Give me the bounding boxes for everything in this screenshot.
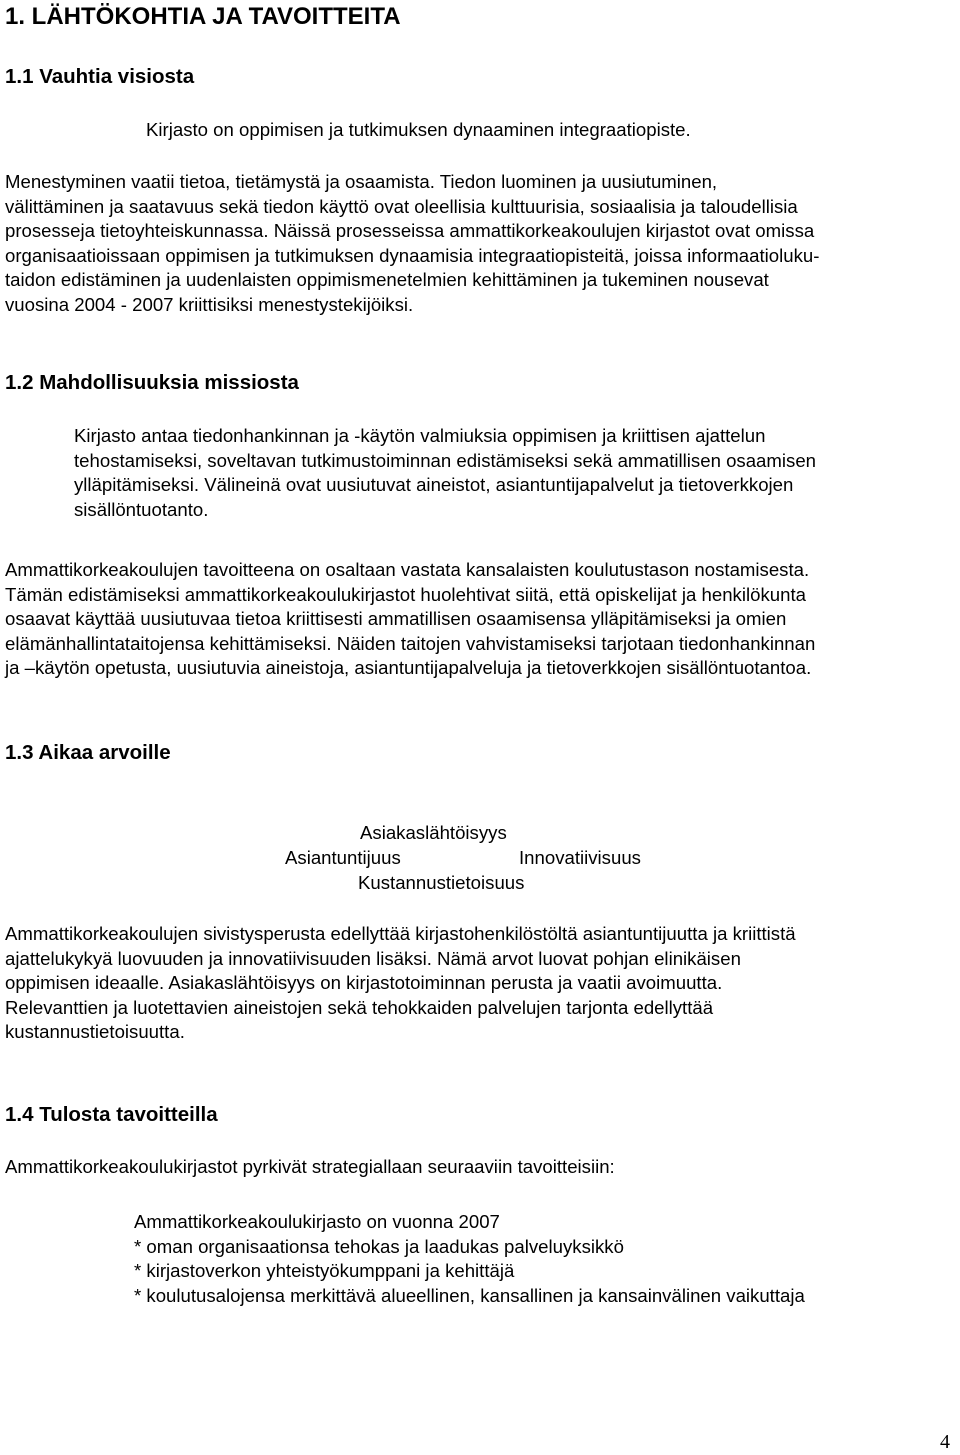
value-right: Innovatiivisuus [519, 847, 641, 868]
vision-statement: Kirjasto on oppimisen ja tutkimuksen dynaaminen integraatiopiste. [146, 119, 691, 140]
list-item: * koulutusalojensa merkittävä alueellinen, kansallinen ja kansainvälinen vaikuttaja [134, 1284, 805, 1306]
paragraph-line: Menestyminen vaatii tietoa, tietämystä ja osaamista. Tiedon luominen ja uusiutuminen, [5, 171, 718, 192]
paragraph-line: Ammattikorkeakoulujen tavoitteena on osaltaan vastata kansalaisten koulutustason nostamisesta. [5, 559, 810, 580]
section-heading-1-2: 1.2 Mahdollisuuksia missiosta [5, 371, 299, 394]
section-heading-1-1: 1.1 Vauhtia visiosta [5, 65, 195, 88]
vision-paragraph [5, 170, 819, 317]
paragraph-line: organisaatioissaan oppimisen ja tutkimuksen dynaamisia integraatiopisteitä, joissa informaatioluku- [5, 244, 820, 266]
paragraph-line: välittäminen ja saatavuus sekä tiedon käyttö ovat oleellisia kulttuurisia, sosiaalisia ja taloudellisia [5, 195, 798, 217]
paragraph-line: prosesseja tietoyhteiskunnassa. Näissä prosesseissa ammattikorkeakoulujen kirjastot ovat omissa [5, 220, 815, 241]
goals-list-title: Ammattikorkeakoulukirjasto on vuonna 2007 [134, 1211, 500, 1232]
value-top: Asiakaslähtöisyys [360, 822, 507, 843]
paragraph-line: kustannustietoisuutta. [5, 1021, 185, 1042]
section-heading-1-3: 1.3 Aikaa arvoille [5, 741, 171, 764]
paragraph-line: ja –käytön opetusta, uusiutuvia aineistoja, asiantuntijapalveluja ja tietoverkkojen sisällöntuotantoa. [5, 657, 812, 678]
list-item: * oman organisaationsa tehokas ja laadukas palveluyksikkö [134, 1235, 624, 1257]
page-number: 4 [940, 1431, 950, 1453]
paragraph-line: ylläpitämiseksi. Välineinä ovat uusiutuvat aineistot, asiantuntijapalvelut ja tietoverkkojen [74, 474, 794, 495]
paragraph-line: Tämän edistämiseksi ammattikorkeakoulukirjastot huolehtivat siitä, että opiskelijat ja henkilökunta [5, 583, 806, 605]
values-paragraph [5, 922, 796, 1045]
paragraph-line: oppimisen ideaalle. Asiakaslähtöisyys on kirjastotoiminnan perusta ja vaatii avoimuutta. [5, 972, 723, 993]
value-left: Asiantuntijuus [285, 847, 401, 868]
paragraph-line: osaavat käyttää uusiutuvaa tietoa kriittisesti ammatillisen osaamisensa ylläpitämiseksi ja omien [5, 608, 787, 629]
paragraph-line: elämänhallintataitojensa kehittämiseksi. Näiden taitojen vahvistamiseksi tarjotaan tiedonhankinnan [5, 632, 816, 654]
paragraph-line: Kirjasto antaa tiedonhankinnan ja -käytön valmiuksia oppimisen ja kriittisen ajattelun [74, 425, 766, 446]
goals-list [134, 1210, 805, 1308]
paragraph-line: taidon edistäminen ja uudenlaisten oppimismenetelmien kehittäminen ja tukeminen nousevat [5, 269, 769, 290]
paragraph-line: Relevanttien ja luotettavien aineistojen sekä tehokkaiden palvelujen tarjonta edellyttää [5, 996, 714, 1018]
paragraph-line: Ammattikorkeakoulujen sivistysperusta edellyttää kirjastohenkilöstöltä asiantuntijuutta ja kriittistä [5, 923, 796, 944]
section-heading-1-4: 1.4 Tulosta tavoitteilla [5, 1103, 218, 1126]
mission-statement [74, 424, 816, 522]
chapter-heading: 1. LÄHTÖKOHTIA JA TAVOITTEITA [5, 3, 401, 30]
list-item: * kirjastoverkon yhteistyökumppani ja kehittäjä [134, 1260, 515, 1281]
value-bottom: Kustannustietoisuus [358, 872, 525, 893]
goals-intro: Ammattikorkeakoulukirjastot pyrkivät strategiallaan seuraaviin tavoitteisiin: [5, 1156, 615, 1177]
paragraph-line: vuosina 2004 - 2007 kriittisiksi menestystekijöiksi. [5, 293, 414, 315]
paragraph-line: sisällöntuotanto. [74, 498, 209, 520]
mission-paragraph [5, 558, 815, 681]
paragraph-line: tehostamiseksi, soveltavan tutkimustoiminnan edistämiseksi sekä ammatillisen osaamisen [74, 449, 816, 471]
paragraph-line: ajattelukykyä luovuuden ja innovatiivisuuden lisäksi. Nämä arvot luovat pohjan elinikäisen [5, 947, 741, 969]
